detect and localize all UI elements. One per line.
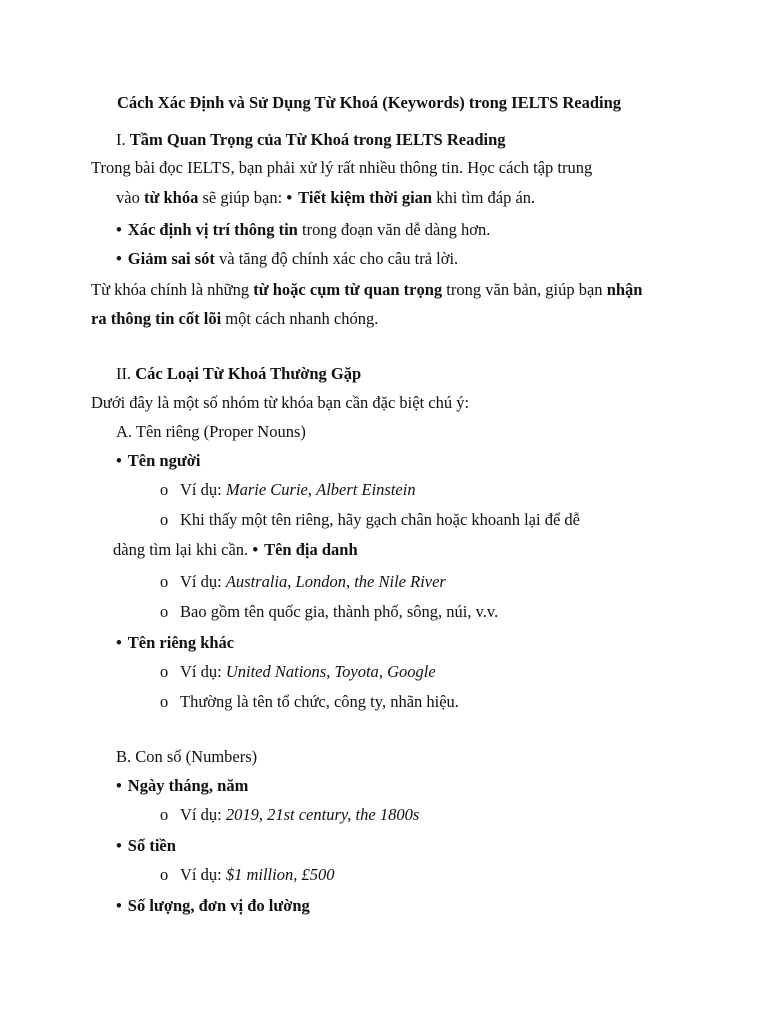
section-1-closing-line-1 bbox=[91, 280, 642, 300]
bullet-icon: • bbox=[116, 836, 122, 855]
example-label: Ví dụ: bbox=[180, 572, 226, 591]
section-1-intro-line-1: Trong bài đọc IELTS, bạn phải xử lý rất nhiều thông tin. Học cách tập trung bbox=[91, 158, 593, 177]
bullet-label: Tên riêng khác bbox=[127, 633, 235, 652]
sub-bullet-icon: o bbox=[160, 572, 169, 591]
separator: , bbox=[378, 662, 388, 681]
example-value: London bbox=[295, 572, 346, 591]
example-value: $1 million, £500 bbox=[225, 865, 335, 884]
bullet-item-3 bbox=[116, 249, 458, 269]
section-2-intro: Dưới đây là một số nhóm từ khóa bạn cần đặc biệt chú ý: bbox=[91, 393, 470, 412]
bullet-dates bbox=[116, 776, 248, 796]
sub-bullet-icon: o bbox=[160, 510, 169, 529]
bullet-2-text: trong đoạn văn dễ dàng hơn. bbox=[297, 220, 491, 239]
section-2-title: Các Loại Từ Khoá Thường Gặp bbox=[135, 364, 362, 383]
description-text: Thường là tên tổ chức, công ty, nhãn hiệu. bbox=[180, 692, 459, 711]
bullet-2-emphasis: Xác định vị trí thông tin bbox=[127, 220, 298, 239]
sub-bullet-dates-example bbox=[160, 805, 419, 825]
example-value: Marie Curie bbox=[225, 480, 308, 499]
keyword-emphasis: từ hoặc cụm từ quan trọng bbox=[253, 280, 443, 299]
bullet-quantity bbox=[116, 896, 310, 916]
example-label: Ví dụ: bbox=[180, 865, 226, 884]
section-1-closing-line-2 bbox=[91, 309, 378, 329]
bullet-3-emphasis: Giảm sai sót bbox=[127, 249, 215, 268]
sub-bullet-tip bbox=[160, 510, 580, 530]
sub-bullet-person-example bbox=[160, 480, 416, 500]
separator: , bbox=[287, 572, 296, 591]
sub-bullet-icon: o bbox=[160, 692, 169, 711]
bullet-icon: • bbox=[252, 540, 259, 559]
subsection-b-label: B. Con số (Numbers) bbox=[116, 747, 258, 766]
section-2-heading bbox=[116, 364, 361, 384]
sub-bullet-icon: o bbox=[160, 805, 169, 824]
example-label: Ví dụ: bbox=[180, 662, 226, 681]
example-value: 2019, 21st century, the 1800s bbox=[225, 805, 420, 824]
sub-bullet-icon: o bbox=[160, 662, 169, 681]
example-value: Australia bbox=[225, 572, 288, 591]
bullet-money bbox=[116, 836, 176, 856]
example-value: Toyota bbox=[334, 662, 379, 681]
example-value: the Nile River bbox=[354, 572, 446, 591]
section-1-intro-line-2 bbox=[116, 188, 535, 208]
section-1-heading bbox=[116, 130, 506, 150]
description-text: Bao gồm tên quốc gia, thành phố, sông, núi, v.v. bbox=[180, 602, 499, 621]
bullet-3-text: và tăng độ chính xác cho câu trả lời. bbox=[214, 249, 459, 268]
sub-bullet-money-example bbox=[160, 865, 334, 885]
text-run: trong văn bản, giúp bạn bbox=[442, 280, 607, 299]
example-label: Ví dụ: bbox=[180, 805, 226, 824]
sub-bullet-place-desc bbox=[160, 602, 498, 622]
example-label: Ví dụ: bbox=[180, 480, 226, 499]
bullet-item-2 bbox=[116, 220, 490, 240]
bullet-icon: • bbox=[116, 220, 122, 239]
text-run: một cách nhanh chóng. bbox=[221, 309, 379, 328]
example-value: Google bbox=[387, 662, 436, 681]
sub-bullet-other-example bbox=[160, 662, 436, 682]
separator: , bbox=[326, 662, 335, 681]
tip-text: dàng tìm lại khi cần. bbox=[113, 540, 253, 559]
bullet-other-names bbox=[116, 633, 234, 653]
bullet-1-text: khi tìm đáp án. bbox=[432, 188, 536, 207]
keyword-emphasis: ra thông tin cốt lõi bbox=[91, 309, 222, 328]
section-2-number: II. bbox=[116, 364, 136, 383]
bullet-label: Tên địa danh bbox=[264, 540, 358, 559]
bullet-label: Số lượng, đơn vị đo lường bbox=[127, 896, 310, 915]
section-1-title: Tầm Quan Trọng của Từ Khoá trong IELTS Reading bbox=[129, 130, 506, 149]
bullet-icon: • bbox=[116, 776, 122, 795]
sub-bullet-icon: o bbox=[160, 865, 169, 884]
text-run: sẽ giúp bạn: bbox=[198, 188, 287, 207]
subsection-a-label: A. Tên riêng (Proper Nouns) bbox=[116, 422, 306, 441]
bullet-1-emphasis: Tiết kiệm thời gian bbox=[298, 188, 433, 207]
bullet-icon: • bbox=[116, 451, 122, 470]
text-run: Từ khóa chính là những bbox=[91, 280, 254, 299]
sub-bullet-other-desc bbox=[160, 692, 459, 712]
bullet-icon: • bbox=[116, 249, 122, 268]
separator: , bbox=[345, 572, 355, 591]
keyword-emphasis: nhận bbox=[606, 280, 643, 299]
separator: , bbox=[307, 480, 317, 499]
sub-bullet-place-example bbox=[160, 572, 446, 592]
bullet-icon: • bbox=[116, 633, 122, 652]
example-value: Albert Einstein bbox=[316, 480, 416, 499]
example-value: United Nations bbox=[225, 662, 327, 681]
section-1-number: I. bbox=[116, 130, 130, 149]
sub-bullet-icon: o bbox=[160, 480, 169, 499]
document-title: Cách Xác Định và Sử Dụng Từ Khoá (Keywords) trong IELTS Reading bbox=[117, 93, 622, 112]
bullet-label: Tên người bbox=[127, 451, 201, 470]
text-run: vào bbox=[116, 188, 144, 207]
bullet-person-names bbox=[116, 451, 200, 471]
bullet-icon: • bbox=[116, 896, 122, 915]
keyword-emphasis: từ khóa bbox=[143, 188, 199, 207]
bullet-icon: • bbox=[286, 188, 293, 207]
tip-continuation bbox=[113, 540, 358, 560]
bullet-label: Ngày tháng, năm bbox=[127, 776, 249, 795]
bullet-label: Số tiền bbox=[127, 836, 176, 855]
sub-bullet-icon: o bbox=[160, 602, 169, 621]
tip-text: Khi thấy một tên riêng, hãy gạch chân hoặc khoanh lại để dễ bbox=[180, 510, 580, 529]
